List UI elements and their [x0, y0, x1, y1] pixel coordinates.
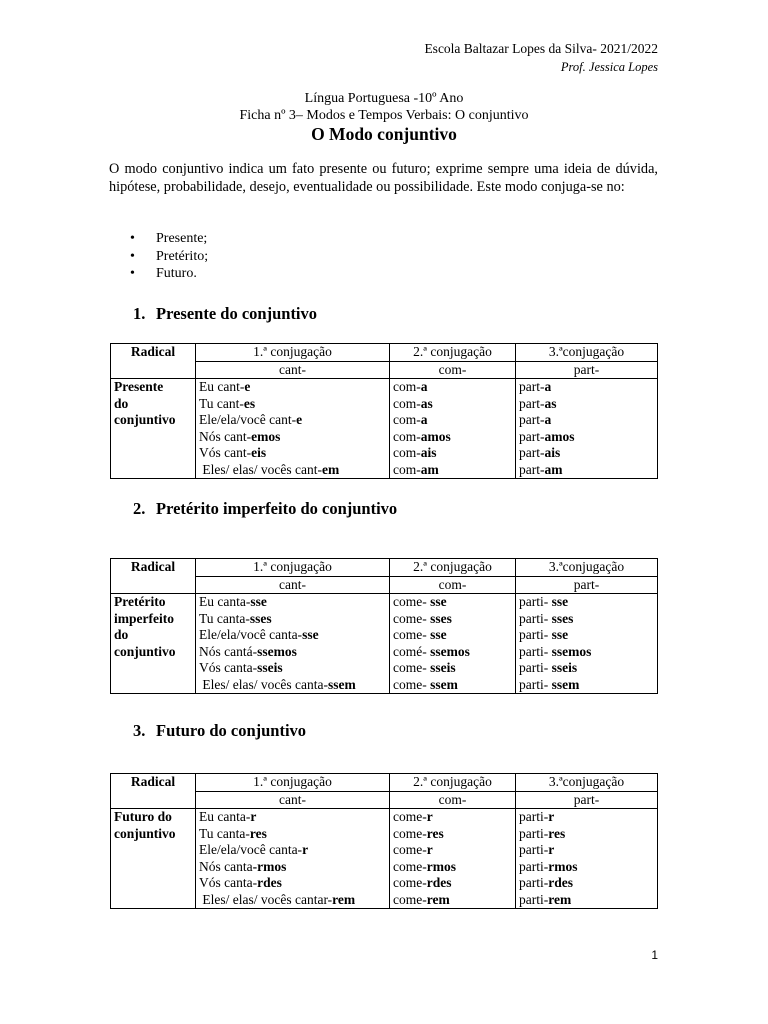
verb-stem: come- — [393, 875, 427, 890]
subject-title: Língua Portuguesa -10º Ano — [304, 91, 464, 106]
conjugation-form — [199, 379, 386, 396]
verb-stem: parti- — [519, 594, 552, 609]
conjugation-form — [519, 396, 654, 413]
conjugation-form — [199, 429, 386, 446]
conjugation-form — [199, 644, 386, 661]
verb-stem: Eu canta- — [199, 809, 251, 824]
conjugation-form — [199, 412, 386, 429]
verb-stem: com- — [393, 395, 421, 411]
verb-stem: come- — [393, 594, 431, 609]
stem-cell: cant- — [196, 576, 390, 594]
verb-stem: Vós canta- — [199, 660, 258, 675]
conjugation-form — [199, 677, 386, 694]
tense-label-line: do — [114, 395, 129, 411]
conjugation-form — [393, 396, 512, 413]
verb-stem: parti- — [519, 676, 552, 692]
column-header: 3.ªconjugação — [516, 559, 658, 577]
verb-stem: com- — [393, 379, 421, 394]
conjugation-form — [519, 462, 654, 479]
conjugation-form — [199, 842, 386, 859]
conjugation-cell — [516, 379, 658, 479]
verb-stem: Vós cant- — [199, 445, 252, 460]
tense-label-line: Futuro do — [114, 809, 172, 824]
radical-label: Radical — [111, 344, 196, 379]
verb-stem: parti- — [519, 825, 549, 841]
verb-ending: ssem — [327, 676, 356, 692]
conjugation-form — [393, 462, 512, 479]
verb-ending: rdes — [257, 875, 282, 890]
conjugation-form — [519, 677, 654, 694]
column-header: 1.ª conjugação — [196, 559, 390, 577]
tense-list — [130, 230, 208, 283]
verb-ending: res — [249, 825, 267, 841]
verb-ending: ssemos — [257, 643, 297, 659]
verb-stem: parti- — [519, 643, 552, 659]
conjugation-form — [393, 445, 512, 462]
verb-ending: e — [244, 379, 251, 394]
verb-ending: r — [548, 842, 555, 857]
conjugation-form — [519, 594, 654, 611]
verb-stem: Tu canta- — [199, 610, 250, 626]
stem-cell: part- — [516, 576, 658, 594]
verb-ending: ssem — [430, 676, 458, 692]
conjugation-cell — [516, 809, 658, 909]
stem-cell: cant- — [196, 791, 390, 809]
verb-stem: parti- — [519, 610, 552, 626]
verb-ending: r — [548, 809, 555, 824]
verb-stem: come- — [393, 676, 431, 692]
section-heading: 3. Futuro do conjuntivo — [133, 721, 307, 740]
verb-ending: eis — [251, 445, 267, 460]
conjugation-form — [519, 644, 654, 661]
verb-stem: Ele/ela/você canta- — [199, 627, 303, 642]
table-header-row — [111, 559, 658, 577]
verb-stem: Tu canta- — [199, 825, 250, 841]
verb-ending: res — [548, 825, 566, 841]
conjugation-cell — [196, 809, 390, 909]
list-item: • Presente; — [130, 231, 208, 246]
conjugation-form — [393, 611, 512, 628]
verb-stem: Eles/ elas/ vocês canta- — [199, 676, 328, 692]
conjugation-form — [519, 429, 654, 446]
verb-ending: ais — [544, 445, 561, 460]
section-heading: 2. Pretérito imperfeito do conjuntivo — [133, 499, 398, 518]
verb-ending: amos — [544, 428, 575, 444]
verb-ending: sse — [551, 594, 569, 609]
table-header-row — [111, 344, 658, 362]
section-heading: 1. Presente do conjuntivo — [133, 304, 318, 323]
verb-stem: com- — [393, 445, 421, 460]
verb-ending: r — [302, 842, 309, 857]
conjugation-form — [199, 594, 386, 611]
verb-ending: sse — [302, 627, 319, 642]
stem-cell: part- — [516, 361, 658, 379]
verb-stem: come- — [393, 809, 427, 824]
verb-ending: es — [243, 395, 256, 411]
conjugation-cell — [390, 594, 516, 694]
conjugation-form — [199, 826, 386, 843]
conjugation-form — [519, 859, 654, 876]
conjugation-form — [519, 892, 654, 909]
conjugation-form — [393, 809, 512, 826]
verb-ending: sses — [551, 610, 574, 626]
verb-stem: Ele/ela/você cant- — [199, 412, 297, 427]
conjugation-form — [199, 660, 386, 677]
verb-ending: as — [544, 395, 557, 411]
verb-ending: res — [426, 825, 444, 841]
tense-label-line: conjuntivo — [114, 643, 176, 659]
verb-stem: part- — [519, 445, 545, 460]
verb-ending: ssemos — [430, 643, 470, 659]
verb-stem: parti- — [519, 891, 549, 907]
page-number: 1 — [651, 948, 658, 962]
verb-stem: come- — [393, 610, 431, 626]
verb-ending: r — [250, 809, 257, 824]
conjugation-form — [199, 396, 386, 413]
verb-stem: com- — [393, 461, 421, 477]
conjugation-form — [393, 842, 512, 859]
verb-ending: sse — [250, 594, 267, 609]
verb-ending: sse — [430, 594, 447, 609]
conjugation-form — [393, 627, 512, 644]
tense-label — [111, 594, 196, 694]
verb-stem: parti- — [519, 627, 552, 642]
verb-ending: a — [420, 379, 428, 394]
verb-stem: Nós cantá- — [199, 643, 258, 659]
verb-stem: part- — [519, 379, 545, 394]
tense-label-line: imperfeito — [114, 610, 174, 626]
conjugation-form — [199, 627, 386, 644]
conjugation-form — [393, 429, 512, 446]
verb-ending: rdes — [426, 875, 452, 890]
list-item: • Pretérito; — [130, 248, 209, 264]
verb-stem: Vós canta- — [199, 875, 258, 890]
verb-stem: comé- — [393, 643, 431, 659]
column-header: 2.ª conjugação — [390, 774, 516, 792]
tense-label-line: conjuntivo — [114, 825, 176, 841]
intro-paragraph: O modo conjuntivo indica um fato presente ou futuro; exprime sempre uma ideia de dúvida, hipótese, probabilidade, desejo, eventualidade ou possibilidade. Este modo conjuga-se no: — [109, 161, 658, 195]
conjugation-table — [110, 558, 658, 694]
verb-stem: come- — [393, 825, 427, 841]
conjugation-table — [110, 343, 658, 479]
tense-label — [111, 809, 196, 909]
conjugation-form — [199, 611, 386, 628]
verb-ending: a — [420, 412, 428, 427]
verb-ending: ais — [420, 445, 437, 460]
table-row — [111, 379, 658, 479]
conjugation-form — [519, 875, 654, 892]
conjugation-cell — [516, 594, 658, 694]
verb-stem: com- — [393, 412, 421, 427]
column-header: 3.ªconjugação — [516, 344, 658, 362]
verb-stem: part- — [519, 412, 545, 427]
bullet-icon: • — [130, 231, 135, 246]
conjugation-form — [519, 627, 654, 644]
verb-stem: Eu cant- — [199, 379, 245, 394]
table-row — [111, 594, 658, 694]
verb-ending: -rmos — [252, 858, 287, 874]
verb-stem: parti- — [519, 660, 552, 675]
stem-cell: com- — [390, 576, 516, 594]
conjugation-form — [393, 644, 512, 661]
verb-ending: ssemos — [551, 643, 592, 659]
list-item: • Futuro. — [130, 266, 197, 281]
verb-ending: emos — [251, 428, 281, 444]
conjugation-form — [199, 859, 386, 876]
conjugation-form — [199, 892, 386, 909]
verb-stem: come- — [393, 627, 431, 642]
conjugation-form — [199, 462, 386, 479]
conjugation-form — [393, 379, 512, 396]
worksheet-title: Ficha nº 3– Modos e Tempos Verbais: O conjuntivo — [239, 108, 529, 123]
verb-ending: am — [544, 461, 563, 477]
column-header: 1.ª conjugação — [196, 774, 390, 792]
conjugation-cell — [390, 379, 516, 479]
conjugation-form — [199, 875, 386, 892]
stem-cell: part- — [516, 791, 658, 809]
verb-stem: come- — [393, 858, 427, 874]
stem-cell: cant- — [196, 361, 390, 379]
conjugation-form — [393, 660, 512, 677]
verb-ending: rem — [426, 891, 450, 907]
verb-ending: e — [296, 412, 303, 427]
column-header: 2.ª conjugação — [390, 559, 516, 577]
conjugation-form — [519, 842, 654, 859]
verb-stem: parti- — [519, 858, 549, 874]
verb-stem: Eles/ elas/ vocês cantar- — [199, 891, 333, 907]
verb-ending: as — [420, 395, 433, 411]
verb-ending: am — [420, 461, 439, 477]
verb-ending: r — [426, 842, 433, 857]
verb-stem: parti- — [519, 842, 549, 857]
verb-stem: Eu canta- — [199, 594, 251, 609]
verb-ending: sse — [430, 627, 447, 642]
conjugation-form — [199, 445, 386, 462]
verb-ending: rmos — [548, 858, 578, 874]
conjugation-form — [519, 809, 654, 826]
verb-ending: r — [426, 809, 433, 824]
bullet-icon: • — [130, 248, 135, 264]
school-header: Escola Baltazar Lopes da Silva- 2021/2022 — [424, 41, 658, 56]
verb-ending: sseis — [257, 660, 283, 675]
verb-stem: part- — [519, 461, 545, 477]
verb-stem: parti- — [519, 809, 549, 824]
verb-ending: rdes — [548, 875, 573, 890]
conjugation-form — [519, 445, 654, 462]
verb-ending: amos — [420, 428, 451, 444]
verb-ending: sseis — [430, 660, 456, 675]
conjugation-form — [519, 660, 654, 677]
conjugation-form — [519, 412, 654, 429]
verb-ending: a — [544, 412, 552, 427]
verb-ending: rmos — [426, 858, 456, 874]
radical-label: Radical — [111, 559, 196, 594]
table-header-row — [111, 774, 658, 792]
stem-cell: com- — [390, 791, 516, 809]
conjugation-form — [519, 826, 654, 843]
page-title: O Modo conjuntivo — [311, 124, 457, 144]
conjugation-form — [393, 875, 512, 892]
conjugation-form — [393, 892, 512, 909]
verb-stem: Ele/ela/você canta- — [199, 842, 303, 857]
tense-label-line: conjuntivo — [114, 412, 176, 427]
column-header: 3.ªconjugação — [516, 774, 658, 792]
conjugation-cell — [390, 809, 516, 909]
conjugation-cell — [196, 594, 390, 694]
conjugation-form — [393, 826, 512, 843]
verb-ending: sses — [430, 610, 452, 626]
conjugation-form — [393, 677, 512, 694]
verb-ending: ssem — [551, 676, 580, 692]
conjugation-form — [519, 611, 654, 628]
tense-label-line: Presente — [114, 379, 164, 394]
conjugation-form — [519, 379, 654, 396]
verb-stem: Tu cant- — [199, 395, 244, 411]
conjugation-form — [393, 859, 512, 876]
verb-stem: parti- — [519, 875, 549, 890]
tense-label-line: do — [114, 627, 129, 642]
conjugation-cell — [196, 379, 390, 479]
conjugation-form — [393, 412, 512, 429]
verb-stem: Eles/ elas/ vocês cant- — [199, 461, 322, 477]
tense-label-line: Pretérito — [114, 594, 166, 609]
verb-stem: come- — [393, 842, 427, 857]
table-row — [111, 809, 658, 909]
column-header: 2.ª conjugação — [390, 344, 516, 362]
verb-stem: Nós canta — [199, 858, 253, 874]
verb-ending: sse — [551, 627, 569, 642]
conjugation-table — [110, 773, 658, 909]
verb-ending: a — [544, 379, 552, 394]
conjugation-form — [393, 594, 512, 611]
stem-cell: com- — [390, 361, 516, 379]
verb-stem: come- — [393, 891, 427, 907]
radical-label: Radical — [111, 774, 196, 809]
verb-stem: com- — [393, 428, 421, 444]
teacher-name: Prof. Jessica Lopes — [560, 60, 658, 74]
verb-ending: rem — [332, 891, 356, 907]
verb-ending: sseis — [551, 660, 578, 675]
bullet-icon: • — [130, 266, 135, 281]
conjugation-form — [199, 809, 386, 826]
column-header: 1.ª conjugação — [196, 344, 390, 362]
verb-stem: Nós cant- — [199, 428, 252, 444]
verb-ending: sses — [249, 610, 272, 626]
verb-stem: part- — [519, 428, 545, 444]
verb-stem: part- — [519, 395, 545, 411]
tense-label — [111, 379, 196, 479]
verb-stem: come- — [393, 660, 431, 675]
verb-ending: em — [321, 461, 340, 477]
verb-ending: rem — [548, 891, 572, 907]
